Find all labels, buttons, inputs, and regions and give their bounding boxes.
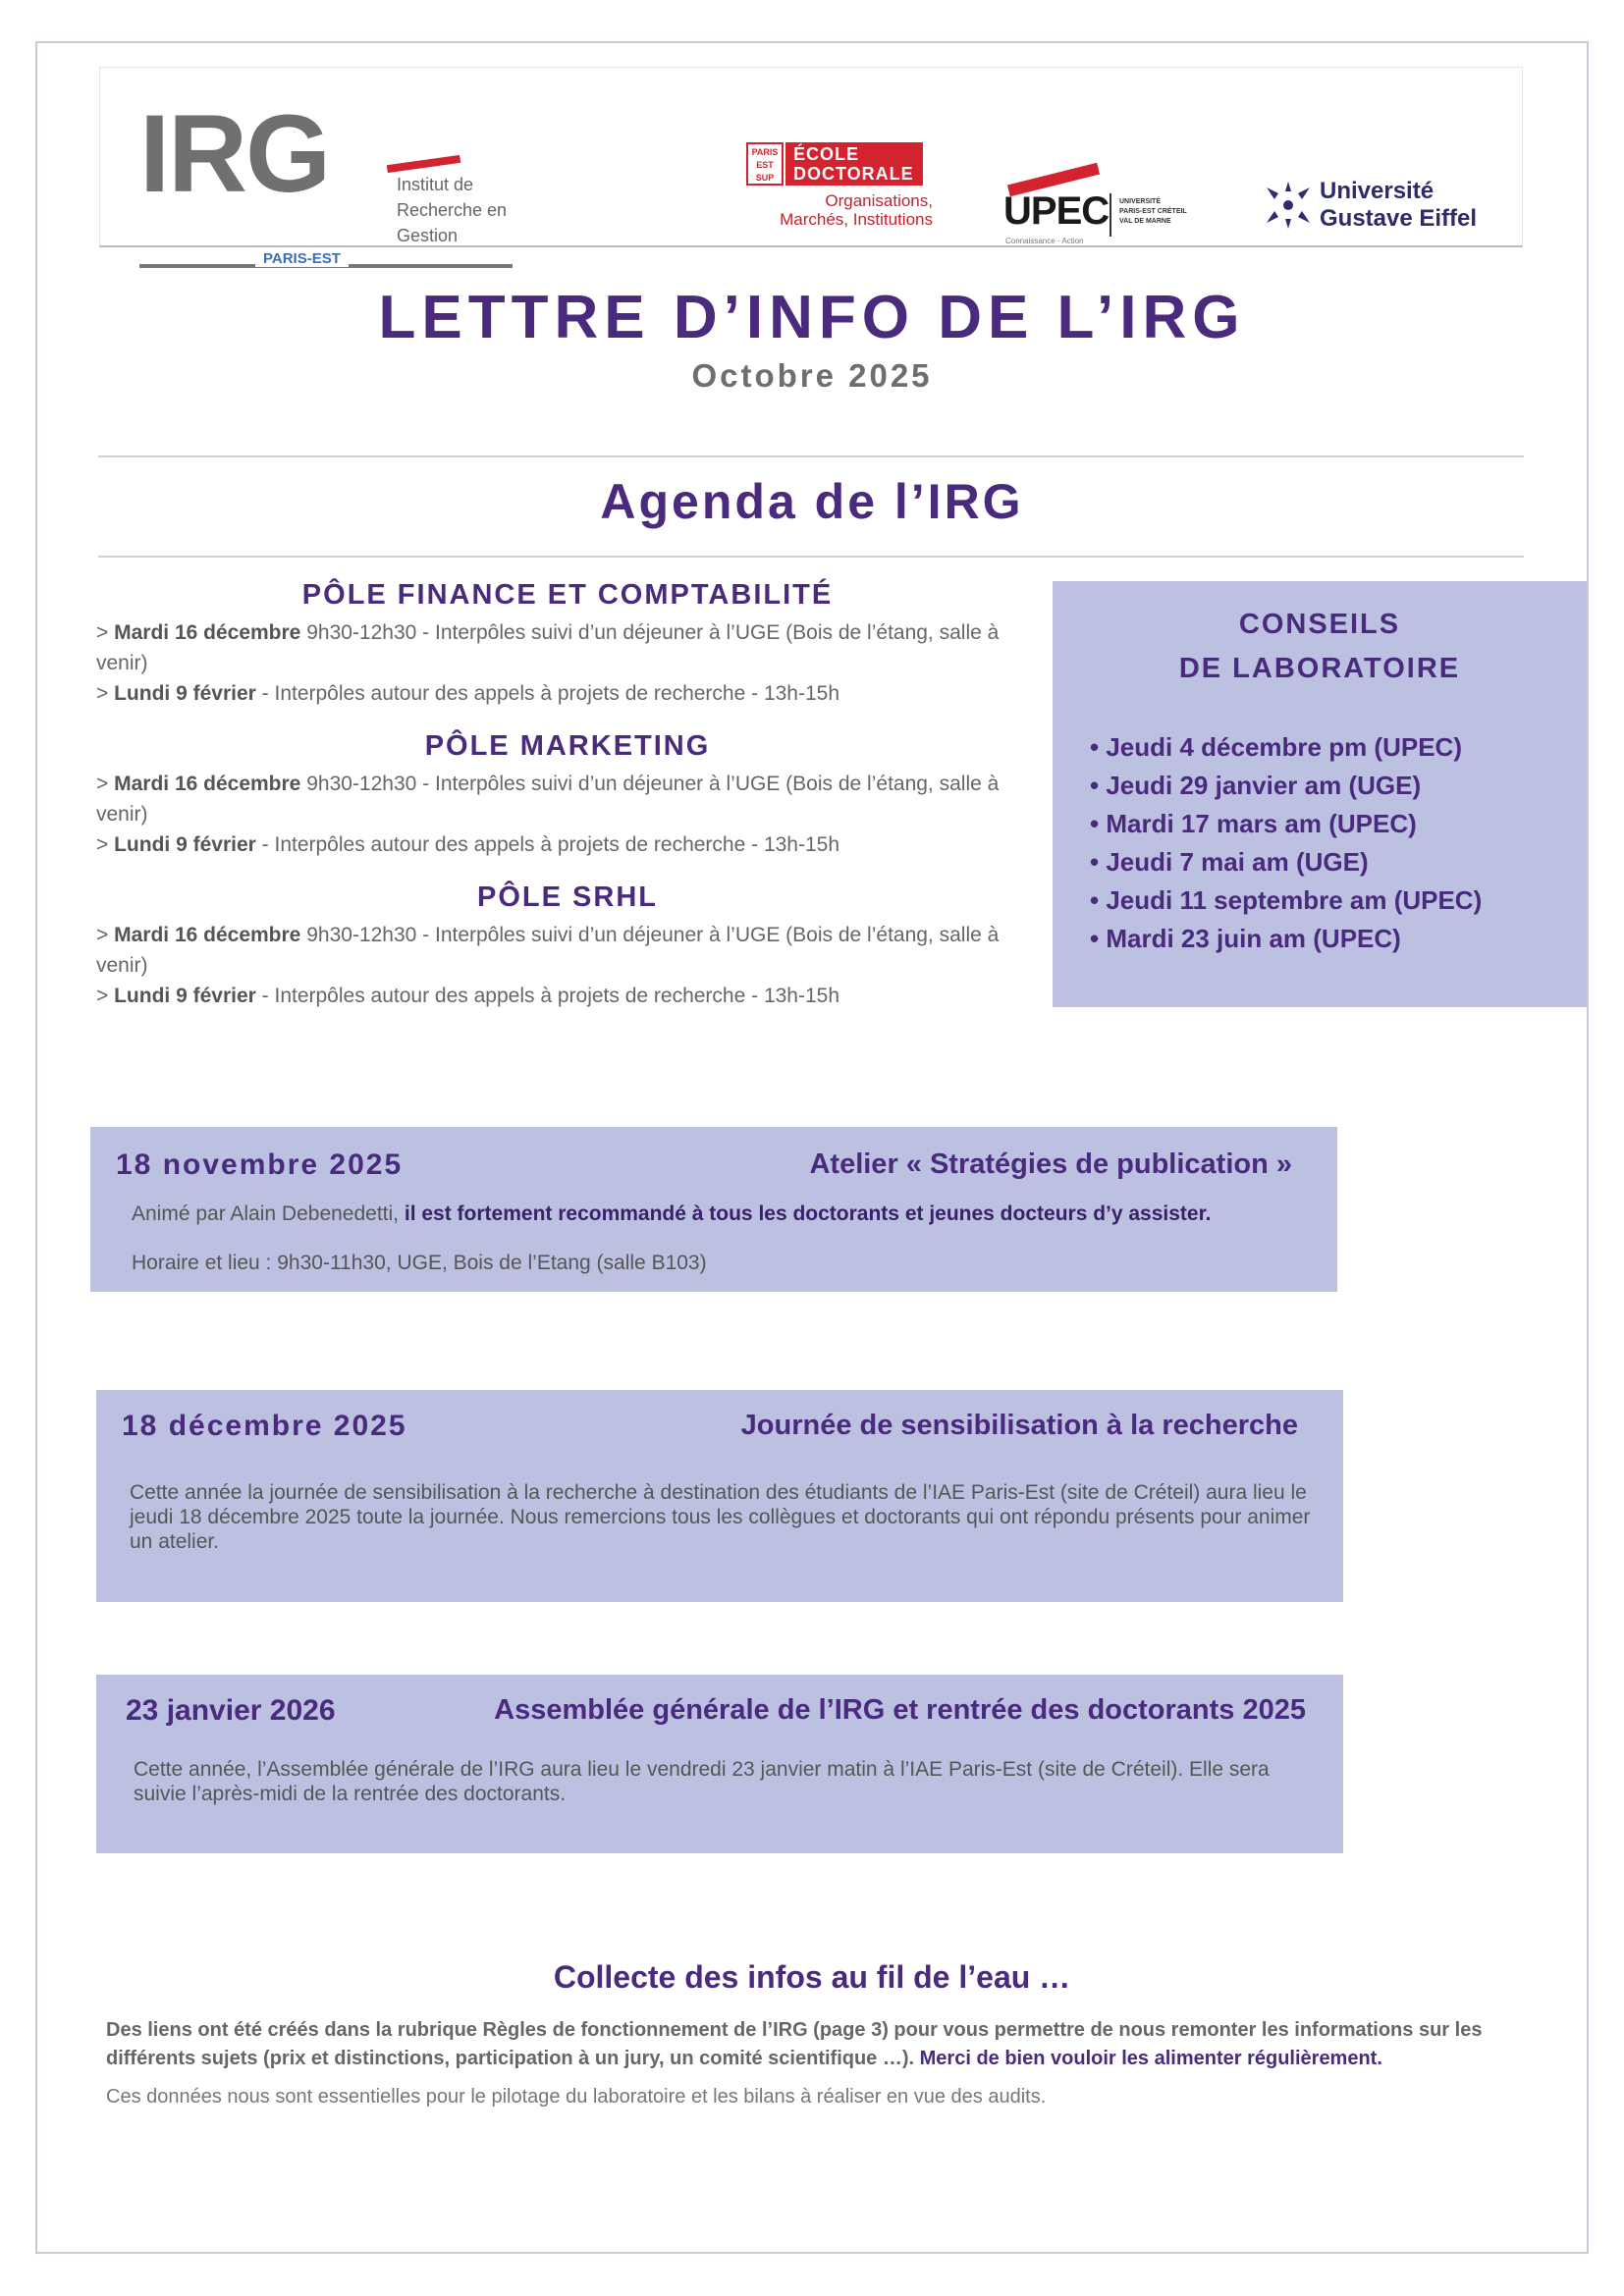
upec-logo-caption: UNIVERSITÉ PARIS-EST CRÉTEIL VAL DE MARNE [1119, 198, 1187, 225]
conseils-panel [1053, 581, 1587, 1007]
pole-srhl [96, 881, 1039, 1011]
uge-star-icon [1265, 182, 1312, 229]
conseils-heading: CONSEILS DE LABORATOIRE [1178, 609, 1461, 684]
event-date: 18 novembre 2025 [116, 1148, 404, 1181]
conseils-list [1090, 728, 1587, 958]
upec-logo-word: UPEC [1003, 189, 1110, 233]
irg-logo-subtitle: PARIS-EST [255, 250, 349, 267]
divider [98, 556, 1524, 558]
event-schedule: Horaire et lieu : 9h30-11h30, UGE, Bois de l’Etang (salle B103) [132, 1252, 707, 1274]
pole-event-line: > Lundi 9 février - Interpôles autour des appels à projets de recherche - 13h-15h [96, 833, 840, 856]
irg-logo[interactable] [139, 92, 513, 267]
pole-event-line: > Mardi 16 décembre 9h30-12h30 - Interpôles suivi d’un déjeuner à l’UGE (Bois de l’étang, salle à venir) [96, 621, 1000, 674]
ecole-doctorale-banner: ÉCOLE DOCTORALE [785, 142, 923, 186]
event-assemblee [96, 1675, 1343, 1853]
event-title: Atelier « Stratégies de publication » [809, 1148, 1292, 1180]
list-item: • Jeudi 29 janvier am (UGE) [1090, 767, 1587, 805]
event-title: Journée de sensibilisation à la recherche [740, 1410, 1298, 1441]
ecole-doctorale-logo[interactable] [746, 142, 933, 240]
event-description: Animé par Alain Debenedetti, il est fortement recommandé à tous les doctorants et jeunes docteurs d’y assister. [132, 1202, 1212, 1225]
event-date: 23 janvier 2026 [126, 1694, 336, 1727]
collecte-title: Collecte des infos au fil de l’eau … [553, 1959, 1071, 1995]
irg-logo-caption: Institut de Recherche en Gestion [397, 175, 508, 245]
ecole-doctorale-badge: PARIS EST SUP [746, 142, 784, 186]
pole-event-line: > Mardi 16 décembre 9h30-12h30 - Interpôles suivi d’un déjeuner à l’UGE (Bois de l’étang, salle à venir) [96, 773, 1000, 826]
pole-finance [96, 579, 1039, 709]
uge-logo[interactable] [1265, 174, 1500, 242]
pole-heading: PÔLE FINANCE ET COMPTABILITÉ [301, 579, 834, 611]
upec-logo-separator [1110, 193, 1111, 237]
upec-logo[interactable] [1003, 152, 1210, 250]
uge-logo-text: Université Gustave Eiffel [1320, 178, 1478, 232]
collecte-note: Ces données nous sont essentielles pour le pilotage du laboratoire et les bilans à réaliser en vue des audits. [106, 2086, 1047, 2108]
event-description: Cette année la journée de sensibilisation à la recherche à destination des étudiants de l’IAE Paris-Est (site de Créteil) aura lieu le jeudi 18 décembre 2025 toute la journée. Nous remercions tous les collègues et doctorants qui ont répondu présents pour animer un atelier. [130, 1481, 1311, 1553]
event-atelier [90, 1127, 1337, 1292]
irg-logo-accent [387, 155, 460, 173]
pole-heading: PÔLE MARKETING [424, 730, 711, 762]
event-journee [96, 1390, 1343, 1602]
ecole-doctorale-subtitle: Organisations, Marchés, Institutions [780, 191, 933, 229]
pole-event-line: > Mardi 16 décembre 9h30-12h30 - Interpôles suivi d’un déjeuner à l’UGE (Bois de l’étang, salle à venir) [96, 924, 1000, 977]
event-title: Assemblée générale de l’IRG et rentrée des doctorants 2025 [494, 1694, 1306, 1726]
pole-heading: PÔLE SRHL [477, 881, 658, 913]
event-description: Cette année, l’Assemblée générale de l’IRG aura lieu le vendredi 23 janvier matin à l’IAE Paris-Est (site de Créteil). Elle sera suivie l’après-midi de la rentrée des doctorants. [134, 1758, 1270, 1805]
collecte-paragraph: Des liens ont été créés dans la rubrique Règles de fonctionnement de l’IRG (page 3) pour vous permettre de nous remonter les informations sur les différents sujets (prix et distinctions, participation à un jury, un comité scientifique …). Merci de bien vouloir les alimenter régulièrement. [106, 2019, 1483, 2069]
logo-band [99, 67, 1523, 267]
newsletter-date: Octobre 2025 [691, 357, 933, 394]
pole-event-line: > Lundi 9 février - Interpôles autour des appels à projets de recherche - 13h-15h [96, 682, 840, 705]
pole-event-line: > Lundi 9 février - Interpôles autour des appels à projets de recherche - 13h-15h [96, 985, 840, 1007]
upec-logo-tagline: Connaissance · Action [1005, 237, 1084, 245]
agenda-title: Agenda de l’IRG [600, 474, 1024, 529]
newsletter-title: LETTRE D’INFO DE L’IRG [378, 284, 1246, 351]
list-item: • Jeudi 7 mai am (UGE) [1090, 843, 1587, 881]
divider [98, 455, 1524, 457]
pole-marketing [96, 730, 1039, 860]
event-date: 18 décembre 2025 [122, 1410, 407, 1442]
irg-logo-letters: IRG [139, 92, 330, 215]
list-item: • Jeudi 11 septembre am (UPEC) [1090, 881, 1587, 920]
poles-section [96, 579, 1039, 1033]
list-item: • Jeudi 4 décembre pm (UPEC) [1090, 728, 1587, 767]
list-item: • Mardi 17 mars am (UPEC) [1090, 805, 1587, 843]
list-item: • Mardi 23 juin am (UPEC) [1090, 920, 1587, 958]
